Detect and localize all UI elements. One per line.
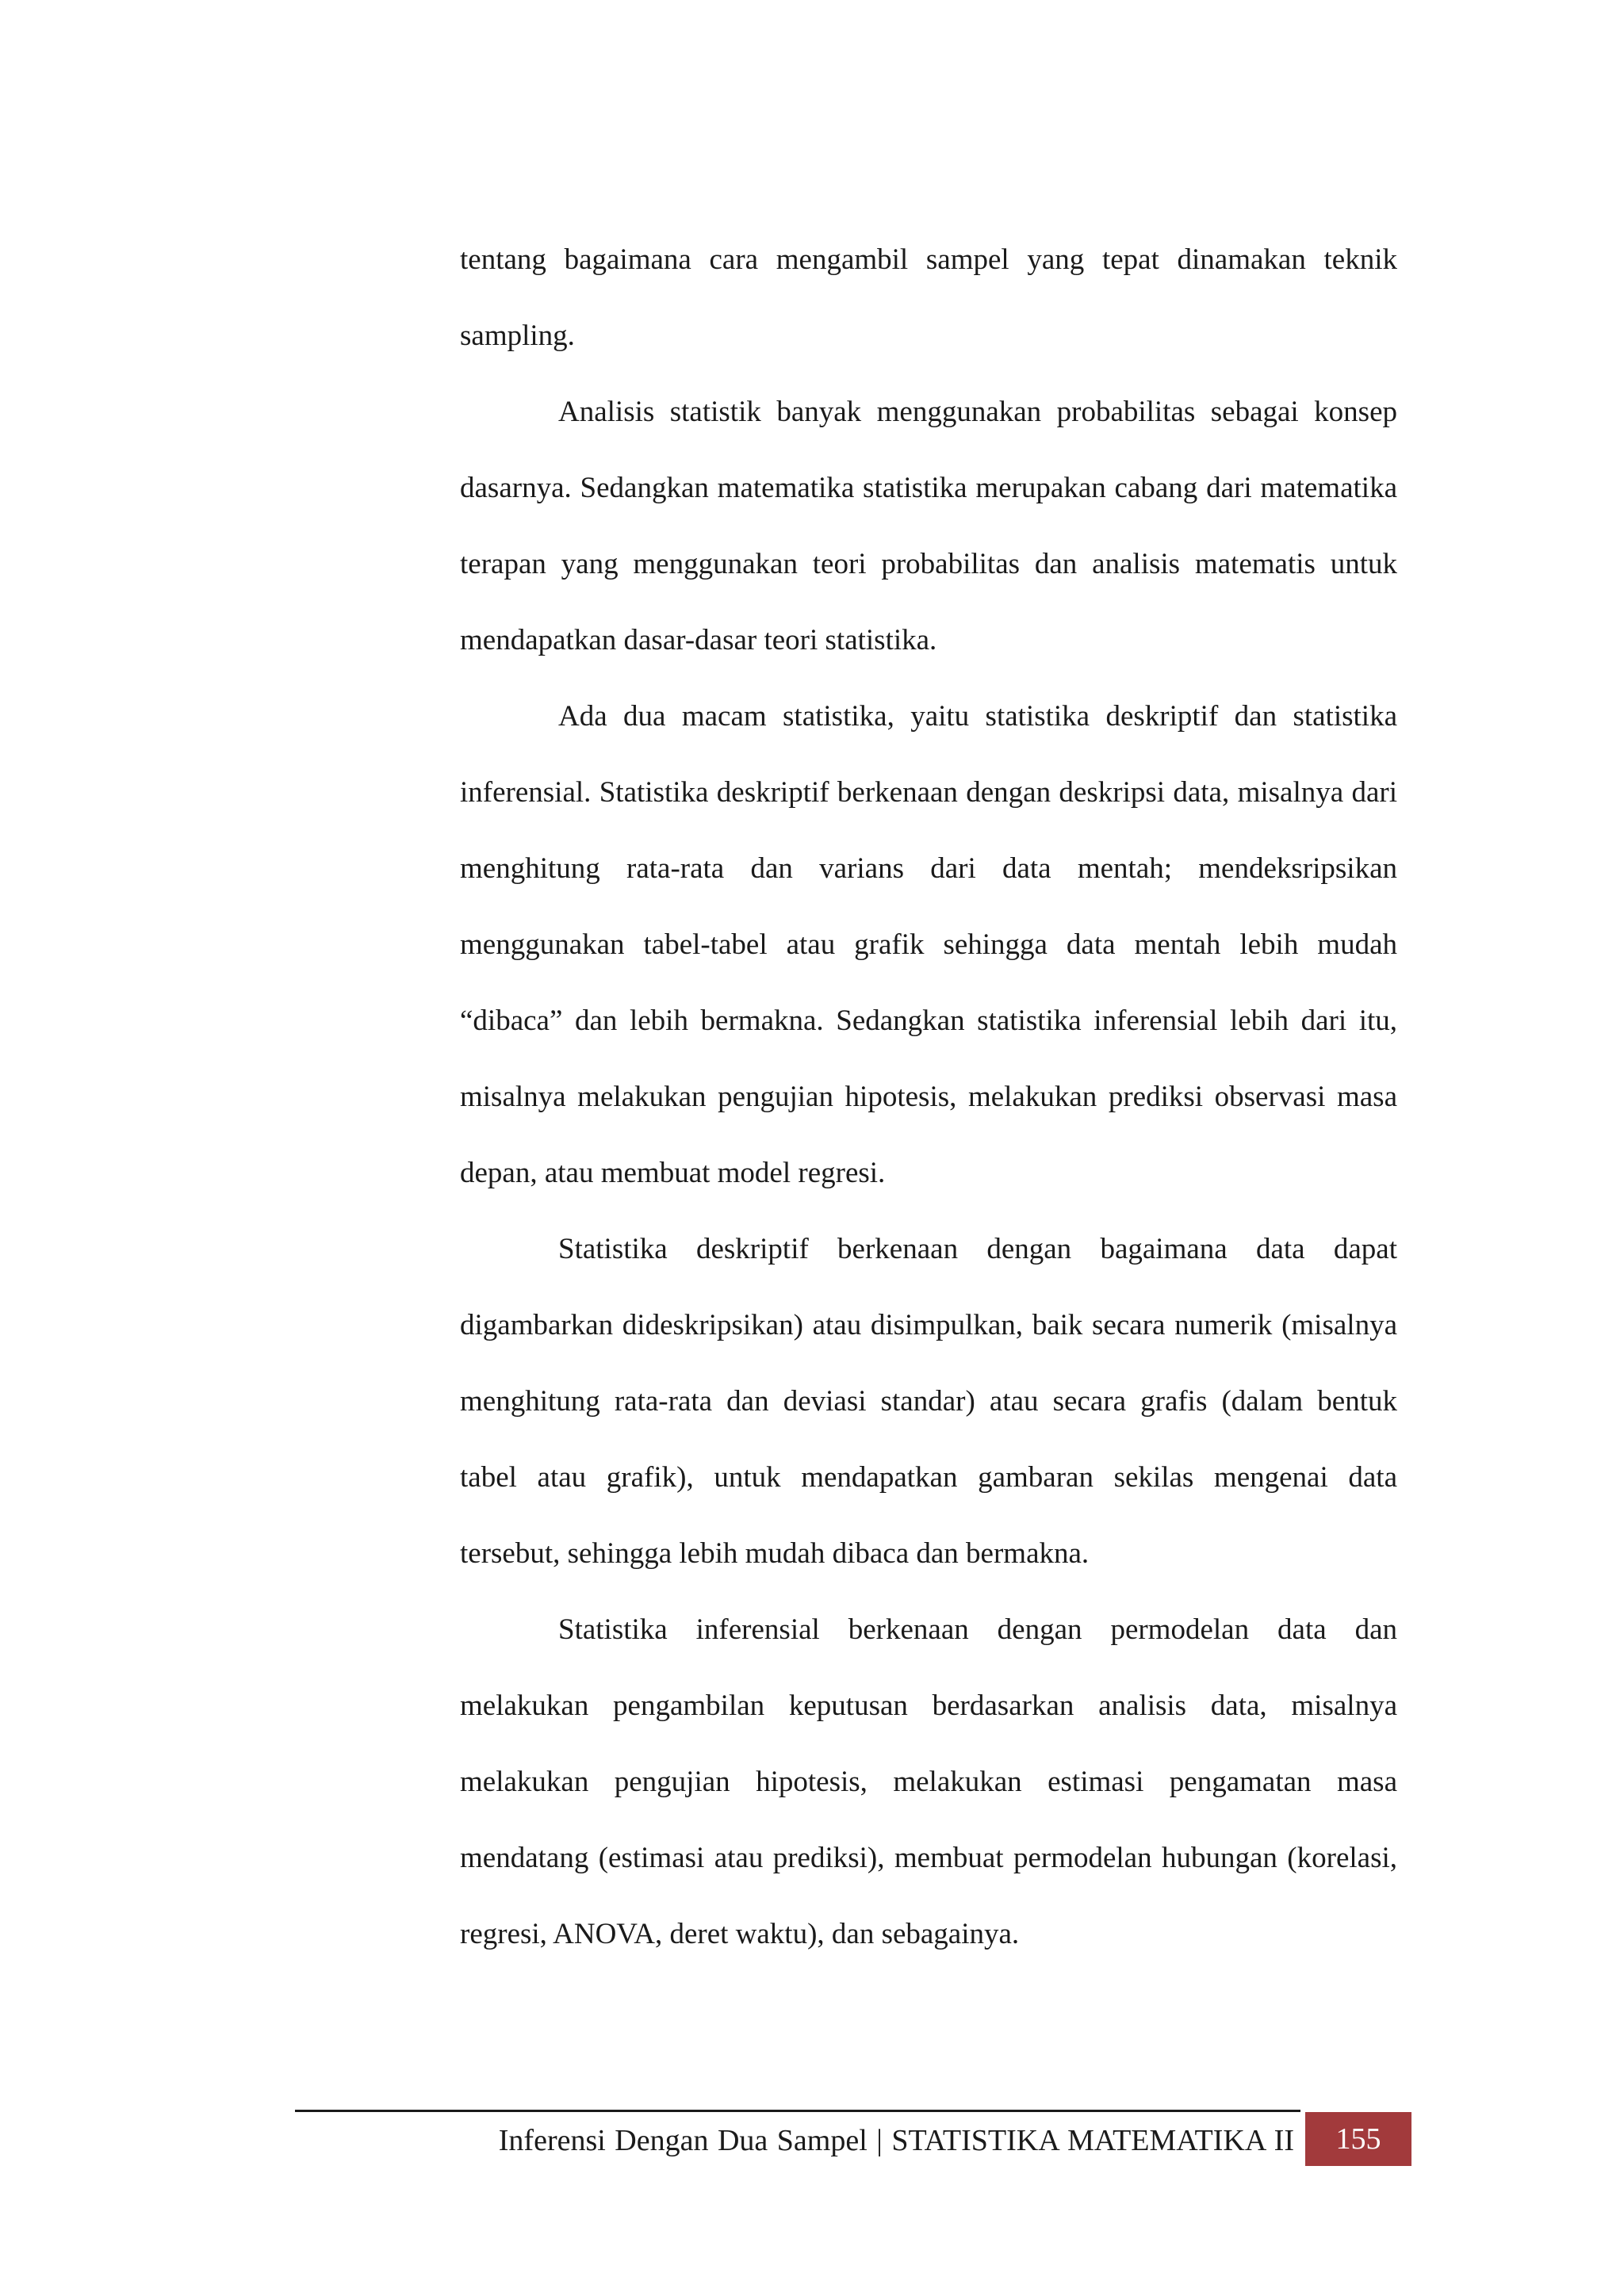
footer-divider: [295, 2110, 1300, 2112]
paragraph: Statistika inferensial berkenaan dengan permodelan data dan melakukan pengambilan keputusan berdasarkan analisis data, misalnya melakukan pengujian hipotesis, melakukan estimasi pengamatan masa mendatang (estimasi atau prediksi), membuat permodelan hubungan (korelasi, regresi, ANOVA, deret waktu), dan sebagainya.: [460, 1613, 1397, 1950]
running-title: Inferensi Dengan Dua Sampel | STATISTIKA MATEMATIKA II: [498, 2124, 1294, 2157]
paragraph: tentang bagaimana cara mengambil sampel yang tepat dinamakan teknik sampling.: [460, 243, 1397, 352]
body-text: [460, 222, 1397, 1973]
paragraph: Analisis statistik banyak menggunakan probabilitas sebagai konsep dasarnya. Sedangkan matematika statistika merupakan cabang dari matematika terapan yang menggunakan teori probabilitas dan analisis matematis untuk mendapatkan dasar-dasar teori statistika.: [460, 396, 1397, 656]
paragraph: Statistika deskriptif berkenaan dengan bagaimana data dapat digambarkan dideskripsikan) atau disimpulkan, baik secara numerik (misalnya menghitung rata-rata dan deviasi standar) atau secara grafis (dalam bentuk tabel atau grafik), untuk mendapatkan gambaran sekilas mengenai data tersebut, sehingga lebih mudah dibaca dan bermakna.: [460, 1233, 1397, 1570]
paragraph: Ada dua macam statistika, yaitu statistika deskriptif dan statistika inferensial. Statistika deskriptif berkenaan dengan deskripsi data, misalnya dari menghitung rata-rata dan varians dari data mentah; mendeksripsikan menggunakan tabel-tabel atau grafik sehingga data mentah lebih mudah “dibaca” dan lebih bermakna. Sedangkan statistika inferensial lebih dari itu, misalnya melakukan pengujian hipotesis, melakukan prediksi observasi masa depan, atau membuat model regresi.: [460, 700, 1397, 1189]
page-number: 155: [1305, 2112, 1411, 2166]
